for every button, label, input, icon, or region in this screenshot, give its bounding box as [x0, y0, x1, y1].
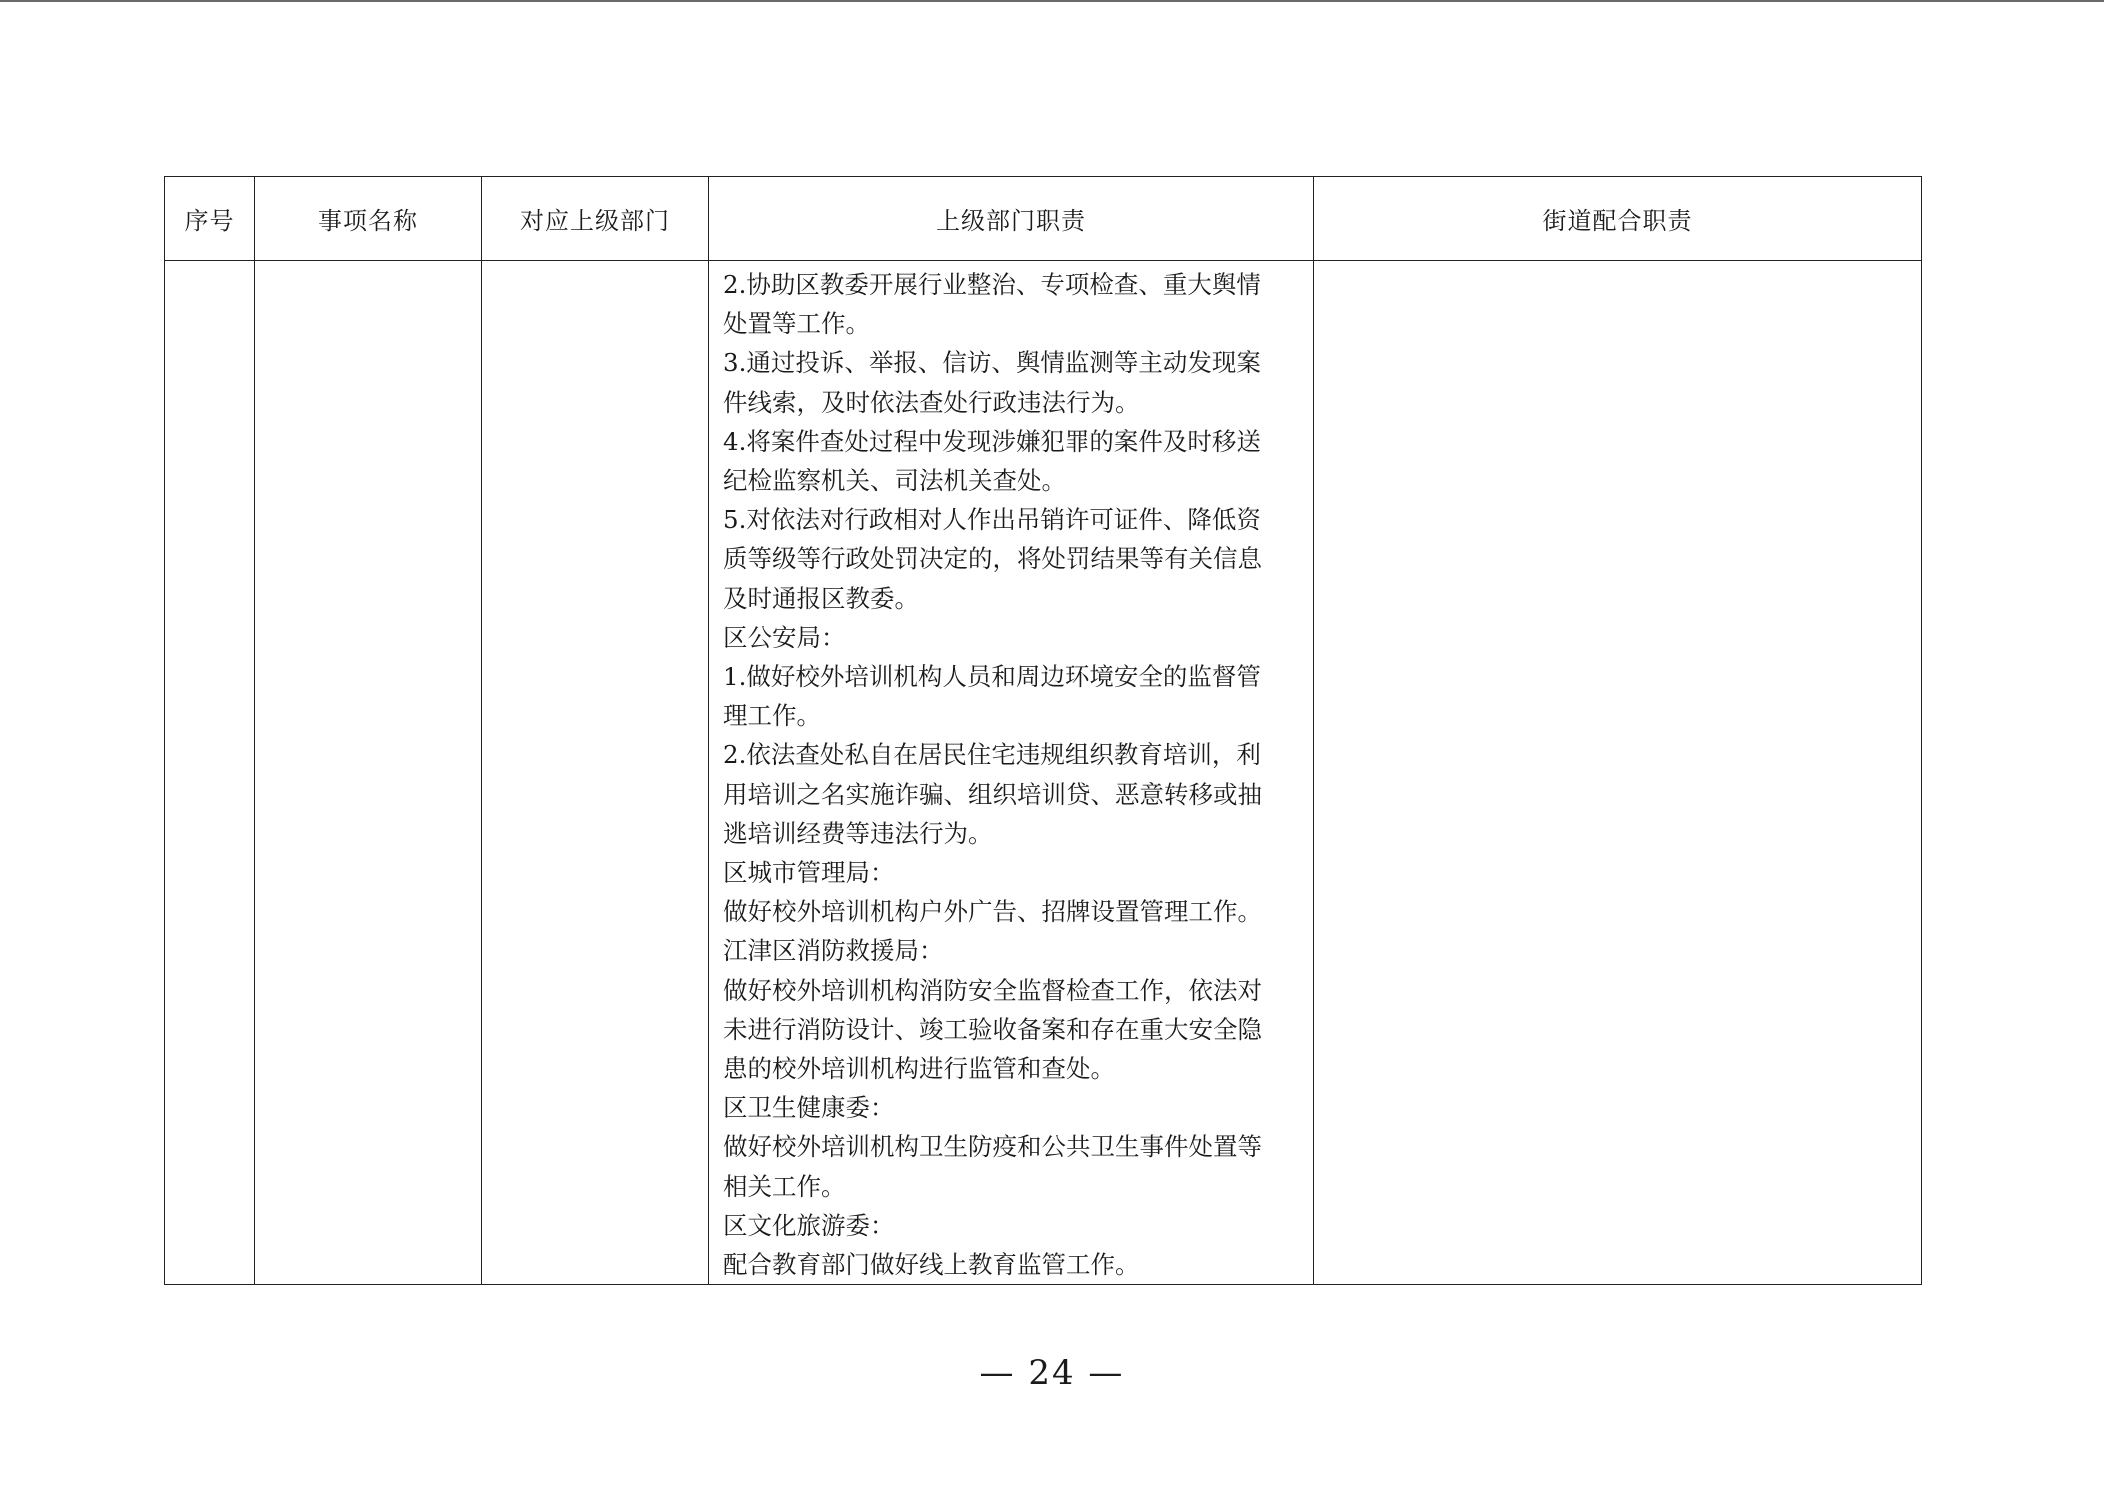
- duty-line: 未进行消防设计、竣工验收备案和存在重大安全隐: [723, 1014, 1262, 1044]
- duty-line: 相关工作。: [723, 1171, 846, 1201]
- duty-line: 3.通过投诉、举报、信访、舆情监测等主动发现案: [723, 348, 1261, 378]
- duty-line: 患的校外培训机构进行监管和查处。: [723, 1054, 1115, 1084]
- header-seq: 序号: [165, 177, 255, 261]
- duty-line: 4.将案件查处过程中发现涉嫌犯罪的案件及时移送: [723, 426, 1261, 456]
- duty-line: 做好校外培训机构卫生防疫和公共卫生事件处置等: [723, 1132, 1262, 1162]
- duty-line: 江津区消防救援局：: [723, 936, 944, 966]
- duty-line: 处置等工作。: [723, 309, 870, 339]
- duty-line: 做好校外培训机构消防安全监督检查工作，依法对: [723, 975, 1262, 1005]
- duty-line: 区卫生健康委：: [723, 1093, 895, 1123]
- duty-line: 区城市管理局：: [723, 858, 895, 888]
- duty-table: [164, 176, 1922, 1285]
- page-number: — 24 —: [979, 1353, 1125, 1393]
- duty-line: 1.做好校外培训机构人员和周边环境安全的监督管: [723, 662, 1261, 692]
- duty-line: 5.对依法对行政相对人作出吊销许可证件、降低资: [723, 505, 1261, 535]
- header-dept: 对应上级部门: [482, 177, 709, 261]
- duty-line: 区文化旅游委：: [723, 1210, 895, 1240]
- duty-line: 配合教育部门做好线上教育监管工作。: [723, 1250, 1140, 1280]
- cell-street-duty: [1314, 261, 1922, 1285]
- duty-line: 理工作。: [723, 701, 821, 731]
- cell-seq: [165, 261, 255, 1285]
- duty-line: 用培训之名实施诈骗、组织培训贷、恶意转移或抽: [723, 779, 1262, 809]
- duty-line: 件线索，及时依法查处行政违法行为。: [723, 387, 1140, 417]
- header-item-name: 事项名称: [255, 177, 482, 261]
- duty-line: 及时通报区教委。: [723, 583, 919, 613]
- cell-item-name: [255, 261, 482, 1285]
- duty-line: 做好校外培训机构户外广告、招牌设置管理工作。: [723, 897, 1262, 927]
- table-header-row: [165, 177, 1922, 261]
- duty-line: 逃培训经费等违法行为。: [723, 818, 993, 848]
- table-row: [165, 261, 1922, 1285]
- duty-line: 区公安局：: [723, 622, 846, 652]
- header-upper-duty: 上级部门职责: [709, 177, 1314, 261]
- cell-upper-duty: [709, 261, 1314, 1285]
- duty-line: 2.依法查处私自在居民住宅违规组织教育培训，利: [723, 740, 1261, 770]
- duty-line: 纪检监察机关、司法机关查处。: [723, 466, 1066, 496]
- cell-dept: [482, 261, 709, 1285]
- duty-line: 质等级等行政处罚决定的，将处罚结果等有关信息: [723, 544, 1262, 574]
- top-border-line: [0, 0, 2104, 2]
- duty-line: 2.协助区教委开展行业整治、专项检查、重大舆情: [723, 270, 1261, 299]
- header-street-duty: 街道配合职责: [1314, 177, 1922, 261]
